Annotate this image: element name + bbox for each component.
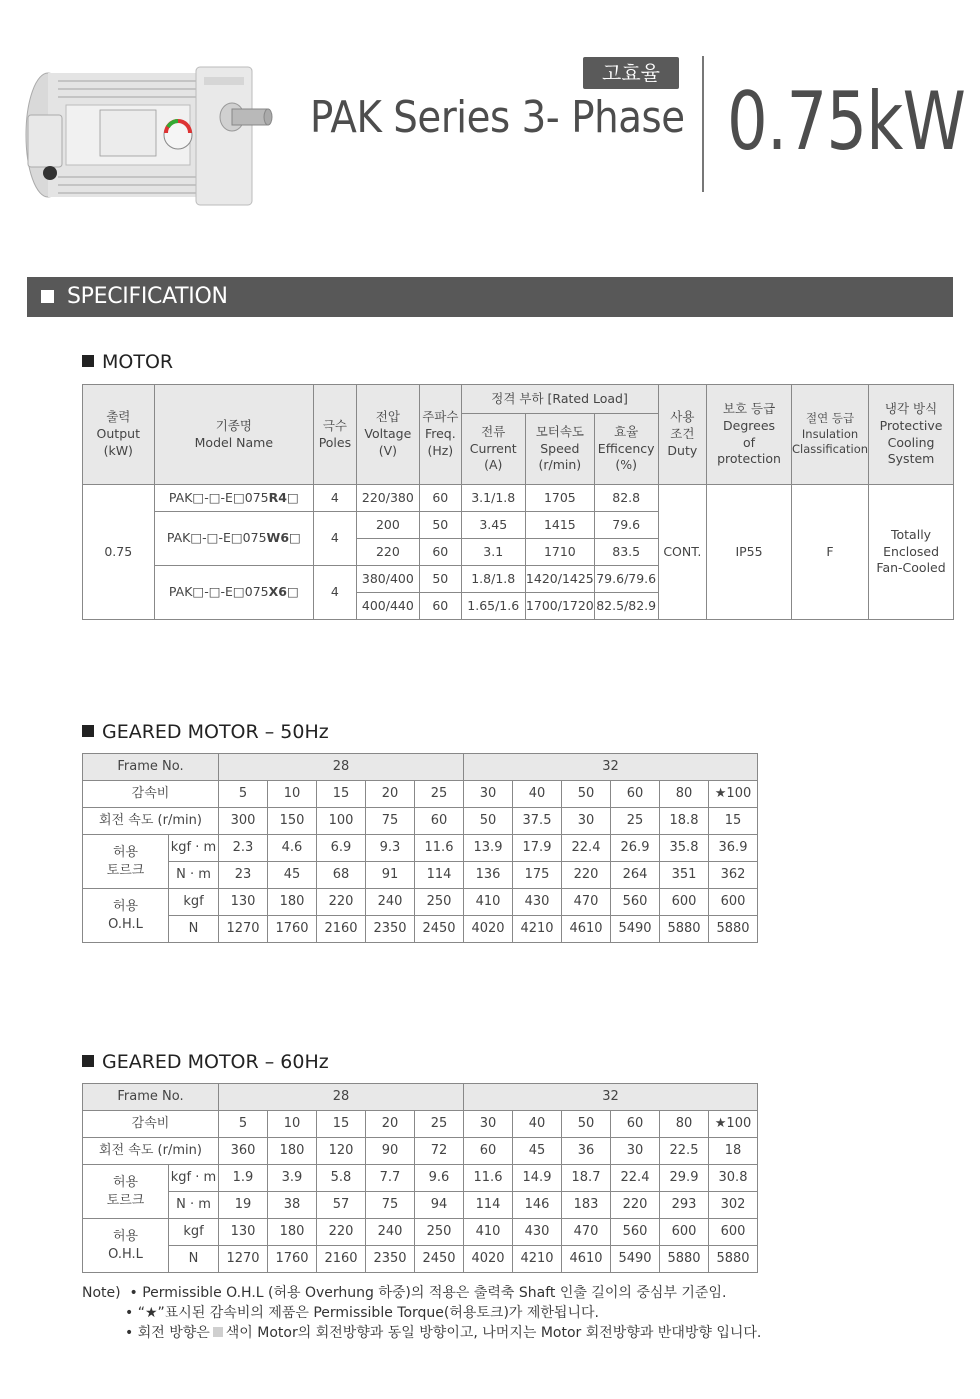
value-cell: 560 bbox=[611, 889, 660, 916]
table-row bbox=[83, 1165, 758, 1192]
value-cell: 15 bbox=[709, 808, 758, 835]
cooling-header: 냉각 방식 Protective Cooling System bbox=[869, 385, 954, 485]
specification-title: SPECIFICATION bbox=[67, 284, 228, 309]
value-cell: 57 bbox=[317, 1192, 366, 1219]
value-cell: 18 bbox=[709, 1138, 758, 1165]
value-cell: 136 bbox=[464, 862, 513, 889]
unit-label: kgf bbox=[169, 1219, 219, 1246]
value-cell: 25 bbox=[415, 1111, 464, 1138]
value-cell: 220 bbox=[611, 1192, 660, 1219]
value-cell: 5880 bbox=[660, 916, 709, 943]
unit-label: N bbox=[169, 916, 219, 943]
value-cell: 75 bbox=[366, 1192, 415, 1219]
value-cell: 410 bbox=[464, 1219, 513, 1246]
geared-motor-50hz-table bbox=[82, 753, 758, 943]
value-cell: 40 bbox=[513, 781, 562, 808]
value-cell: 362 bbox=[709, 862, 758, 889]
table-row: 400/440 60 1.65/1.6 1700/1720 82.5/82.9 bbox=[83, 593, 954, 620]
value-cell: 50 bbox=[562, 781, 611, 808]
series-title: PAK Series 3- Phase bbox=[310, 92, 685, 143]
insulation-header: 절연 등급 Insulation Classification bbox=[791, 385, 868, 485]
value-cell: 2.3 bbox=[219, 835, 268, 862]
value-cell: 114 bbox=[415, 862, 464, 889]
value-cell: 5 bbox=[219, 781, 268, 808]
motor-heading: MOTOR bbox=[82, 351, 173, 373]
value-cell: 130 bbox=[219, 1219, 268, 1246]
value-cell: 22.5 bbox=[660, 1138, 709, 1165]
value-cell: 2450 bbox=[415, 916, 464, 943]
value-cell: 30 bbox=[611, 1138, 660, 1165]
frame-label: Frame No. bbox=[83, 1084, 219, 1111]
table-row bbox=[83, 835, 758, 862]
model-name: PAK□-□-E□075X6□ bbox=[154, 566, 314, 620]
torque-label: 허용 토르크 bbox=[83, 835, 169, 889]
value-cell: 430 bbox=[513, 889, 562, 916]
value-cell: 60 bbox=[415, 808, 464, 835]
value-cell: 183 bbox=[562, 1192, 611, 1219]
value-cell: 5 bbox=[219, 1111, 268, 1138]
frame-value: 28 bbox=[219, 1084, 464, 1111]
specification-bar bbox=[27, 277, 953, 317]
value-cell: 240 bbox=[366, 889, 415, 916]
square-bullet-icon bbox=[82, 725, 94, 737]
note-line: 색이 Motor의 회전방향과 동일 방향이고, 나머지는 Motor 회전방향과 반대방향 입니다. bbox=[225, 1325, 762, 1341]
poles-value: 4 bbox=[314, 512, 357, 566]
value-cell: 26.9 bbox=[611, 835, 660, 862]
motor-spec-table bbox=[82, 384, 954, 620]
value-cell: 11.6 bbox=[415, 835, 464, 862]
value-cell: 4020 bbox=[464, 1246, 513, 1273]
table-row: PAK□-□-E□075W6□ 4 200 50 3.45 1415 79.6 bbox=[83, 512, 954, 539]
value-cell: 5880 bbox=[660, 1246, 709, 1273]
value-cell: 2160 bbox=[317, 1246, 366, 1273]
gray-square-icon bbox=[213, 1327, 223, 1337]
table-row bbox=[83, 1219, 758, 1246]
torque-label: 허용 토르크 bbox=[83, 1165, 169, 1219]
value-cell: 80 bbox=[660, 781, 709, 808]
value-cell: 220 bbox=[317, 1219, 366, 1246]
value-cell: 30 bbox=[464, 781, 513, 808]
value-cell: 5880 bbox=[709, 1246, 758, 1273]
note-line: • “★”표시된 감속비의 제품은 Permissible Torque(허용토크)가 제한됩니다. bbox=[125, 1305, 599, 1321]
value-cell: 175 bbox=[513, 862, 562, 889]
value-cell: 72 bbox=[415, 1138, 464, 1165]
value-cell: 250 bbox=[415, 1219, 464, 1246]
rated-load-header: 정격 부하 [Rated Load] bbox=[461, 385, 658, 414]
value-cell: 19 bbox=[219, 1192, 268, 1219]
poles-header: 극수 Poles bbox=[314, 385, 357, 485]
value-cell: 30.8 bbox=[709, 1165, 758, 1192]
value-cell: 17.9 bbox=[513, 835, 562, 862]
unit-label: N · m bbox=[169, 1192, 219, 1219]
poles-value: 4 bbox=[314, 485, 357, 512]
value-cell: 20 bbox=[366, 781, 415, 808]
value-cell: 22.4 bbox=[562, 835, 611, 862]
table-row: PAK□-□-E□075X6□ 4 380/400 50 1.8/1.8 1420/1425 79.6/79.6 bbox=[83, 566, 954, 593]
protection-value: IP55 bbox=[707, 485, 792, 620]
value-cell: 1.9 bbox=[219, 1165, 268, 1192]
value-cell: 220 bbox=[562, 862, 611, 889]
value-cell: 410 bbox=[464, 889, 513, 916]
insulation-value: F bbox=[791, 485, 868, 620]
table-row: 0.75 PAK□-□-E□075R4□ 4 220/380 60 3.1/1.8 1705 82.8 CONT. IP55 F Totally Enclosed Fan-Cooled bbox=[83, 485, 954, 512]
value-cell: 94 bbox=[415, 1192, 464, 1219]
value-cell: 1760 bbox=[268, 916, 317, 943]
value-cell: ★100 bbox=[709, 1111, 758, 1138]
value-cell: 560 bbox=[611, 1219, 660, 1246]
value-cell: 600 bbox=[709, 1219, 758, 1246]
value-cell: 600 bbox=[660, 1219, 709, 1246]
note-label: Note) bbox=[82, 1285, 121, 1301]
value-cell: 470 bbox=[562, 1219, 611, 1246]
value-cell: 351 bbox=[660, 862, 709, 889]
output-value: 0.75 bbox=[83, 485, 155, 620]
unit-label: kgf · m bbox=[169, 835, 219, 862]
value-cell: 2350 bbox=[366, 1246, 415, 1273]
value-cell: 2450 bbox=[415, 1246, 464, 1273]
value-cell: 30 bbox=[464, 1111, 513, 1138]
value-cell: 25 bbox=[611, 808, 660, 835]
poles-value: 4 bbox=[314, 566, 357, 620]
value-cell: 60 bbox=[464, 1138, 513, 1165]
table-row bbox=[83, 1084, 758, 1111]
frame-value: 32 bbox=[464, 754, 758, 781]
protection-header: 보호 등급 Degrees of protection bbox=[707, 385, 792, 485]
value-cell: 430 bbox=[513, 1219, 562, 1246]
value-cell: 10 bbox=[268, 1111, 317, 1138]
value-cell: 75 bbox=[366, 808, 415, 835]
notes bbox=[82, 1283, 761, 1343]
value-cell: 20 bbox=[366, 1111, 415, 1138]
value-cell: 60 bbox=[611, 1111, 660, 1138]
value-cell: 37.5 bbox=[513, 808, 562, 835]
table-row bbox=[83, 1246, 758, 1273]
gear60-heading: GEARED MOTOR – 60Hz bbox=[82, 1051, 329, 1073]
value-cell: 120 bbox=[317, 1138, 366, 1165]
gear50-heading: GEARED MOTOR – 50Hz bbox=[82, 721, 329, 743]
value-cell: 29.9 bbox=[660, 1165, 709, 1192]
model-header: 기종명 Model Name bbox=[154, 385, 314, 485]
value-cell: 5.8 bbox=[317, 1165, 366, 1192]
value-cell: 600 bbox=[709, 889, 758, 916]
value-cell: 3.9 bbox=[268, 1165, 317, 1192]
value-cell: 15 bbox=[317, 781, 366, 808]
value-cell: 4210 bbox=[513, 1246, 562, 1273]
value-cell: 5880 bbox=[709, 916, 758, 943]
unit-label: kgf bbox=[169, 889, 219, 916]
value-cell: ★100 bbox=[709, 781, 758, 808]
value-cell: 1270 bbox=[219, 916, 268, 943]
value-cell: 100 bbox=[317, 808, 366, 835]
value-cell: 293 bbox=[660, 1192, 709, 1219]
value-cell: 14.9 bbox=[513, 1165, 562, 1192]
ratio-label: 감속비 bbox=[83, 781, 219, 808]
table-row bbox=[83, 862, 758, 889]
value-cell: 2160 bbox=[317, 916, 366, 943]
value-cell: 240 bbox=[366, 1219, 415, 1246]
value-cell: 68 bbox=[317, 862, 366, 889]
unit-label: kgf · m bbox=[169, 1165, 219, 1192]
table-row bbox=[83, 1111, 758, 1138]
value-cell: 60 bbox=[611, 781, 660, 808]
geared-motor-60hz-table bbox=[82, 1083, 758, 1273]
square-bullet-icon bbox=[82, 355, 94, 367]
value-cell: 50 bbox=[464, 808, 513, 835]
unit-label: N · m bbox=[169, 862, 219, 889]
speed-label: 회전 속도 (r/min) bbox=[83, 1138, 219, 1165]
duty-header: 사용 조건 Duty bbox=[658, 385, 706, 485]
value-cell: 13.9 bbox=[464, 835, 513, 862]
value-cell: 30 bbox=[562, 808, 611, 835]
geared-motor-image bbox=[18, 55, 273, 215]
value-cell: 36 bbox=[562, 1138, 611, 1165]
model-name: PAK□-□-E□075W6□ bbox=[154, 512, 314, 566]
value-cell: 146 bbox=[513, 1192, 562, 1219]
square-bullet-icon bbox=[41, 290, 54, 303]
value-cell: 1760 bbox=[268, 1246, 317, 1273]
square-bullet-icon bbox=[82, 1055, 94, 1067]
value-cell: 11.6 bbox=[464, 1165, 513, 1192]
value-cell: 4.6 bbox=[268, 835, 317, 862]
value-cell: 18.8 bbox=[660, 808, 709, 835]
value-cell: 1270 bbox=[219, 1246, 268, 1273]
value-cell: 5490 bbox=[611, 916, 660, 943]
cooling-value: Totally Enclosed Fan-Cooled bbox=[869, 485, 954, 620]
value-cell: 9.6 bbox=[415, 1165, 464, 1192]
value-cell: 4210 bbox=[513, 916, 562, 943]
value-cell: 220 bbox=[317, 889, 366, 916]
value-cell: 50 bbox=[562, 1111, 611, 1138]
table-row bbox=[83, 1138, 758, 1165]
current-header: 전류 Current (A) bbox=[461, 414, 525, 485]
value-cell: 600 bbox=[660, 889, 709, 916]
value-cell: 180 bbox=[268, 1138, 317, 1165]
speed-label: 회전 속도 (r/min) bbox=[83, 808, 219, 835]
high-efficiency-badge: 고효율 bbox=[583, 57, 679, 89]
value-cell: 180 bbox=[268, 1219, 317, 1246]
note-line: • Permissible O.H.L (허용 Overhung 하중)의 적용은 출력축 Shaft 인출 길이의 중심부 기준임. bbox=[129, 1285, 727, 1301]
value-cell: 45 bbox=[513, 1138, 562, 1165]
value-cell: 150 bbox=[268, 808, 317, 835]
table-row bbox=[83, 754, 758, 781]
power-rating: 0.75kW bbox=[727, 75, 966, 168]
table-row: 220 60 3.1 1710 83.5 bbox=[83, 539, 954, 566]
frame-label: Frame No. bbox=[83, 754, 219, 781]
frame-value: 32 bbox=[464, 1084, 758, 1111]
value-cell: 360 bbox=[219, 1138, 268, 1165]
value-cell: 300 bbox=[219, 808, 268, 835]
value-cell: 180 bbox=[268, 889, 317, 916]
ohl-label: 허용 O.H.L bbox=[83, 889, 169, 943]
efficiency-header: 효율 Efficency (%) bbox=[594, 414, 658, 485]
value-cell: 23 bbox=[219, 862, 268, 889]
value-cell: 9.3 bbox=[366, 835, 415, 862]
table-row bbox=[83, 781, 758, 808]
value-cell: 80 bbox=[660, 1111, 709, 1138]
value-cell: 45 bbox=[268, 862, 317, 889]
value-cell: 10 bbox=[268, 781, 317, 808]
duty-value: CONT. bbox=[658, 485, 706, 620]
value-cell: 15 bbox=[317, 1111, 366, 1138]
frame-value: 28 bbox=[219, 754, 464, 781]
value-cell: 35.8 bbox=[660, 835, 709, 862]
value-cell: 302 bbox=[709, 1192, 758, 1219]
value-cell: 36.9 bbox=[709, 835, 758, 862]
table-row bbox=[83, 916, 758, 943]
speed-header: 모터속도 Speed (r/min) bbox=[525, 414, 594, 485]
value-cell: 250 bbox=[415, 889, 464, 916]
value-cell: 38 bbox=[268, 1192, 317, 1219]
header-divider bbox=[702, 56, 704, 192]
value-cell: 40 bbox=[513, 1111, 562, 1138]
value-cell: 90 bbox=[366, 1138, 415, 1165]
table-row bbox=[83, 808, 758, 835]
value-cell: 130 bbox=[219, 889, 268, 916]
ohl-label: 허용 O.H.L bbox=[83, 1219, 169, 1273]
value-cell: 18.7 bbox=[562, 1165, 611, 1192]
value-cell: 25 bbox=[415, 781, 464, 808]
value-cell: 5490 bbox=[611, 1246, 660, 1273]
table-row bbox=[83, 1192, 758, 1219]
value-cell: 7.7 bbox=[366, 1165, 415, 1192]
value-cell: 2350 bbox=[366, 916, 415, 943]
value-cell: 4610 bbox=[562, 916, 611, 943]
unit-label: N bbox=[169, 1246, 219, 1273]
voltage-header: 전압 Voltage (V) bbox=[356, 385, 419, 485]
value-cell: 4020 bbox=[464, 916, 513, 943]
ratio-label: 감속비 bbox=[83, 1111, 219, 1138]
value-cell: 264 bbox=[611, 862, 660, 889]
model-name: PAK□-□-E□075R4□ bbox=[154, 485, 314, 512]
value-cell: 114 bbox=[464, 1192, 513, 1219]
freq-header: 주파수 Freq. (Hz) bbox=[420, 385, 461, 485]
note-line: • 회전 방향은 bbox=[125, 1325, 210, 1341]
value-cell: 6.9 bbox=[317, 835, 366, 862]
value-cell: 22.4 bbox=[611, 1165, 660, 1192]
output-header: 출력 Output (kW) bbox=[83, 385, 155, 485]
value-cell: 91 bbox=[366, 862, 415, 889]
value-cell: 470 bbox=[562, 889, 611, 916]
value-cell: 4610 bbox=[562, 1246, 611, 1273]
table-row bbox=[83, 889, 758, 916]
